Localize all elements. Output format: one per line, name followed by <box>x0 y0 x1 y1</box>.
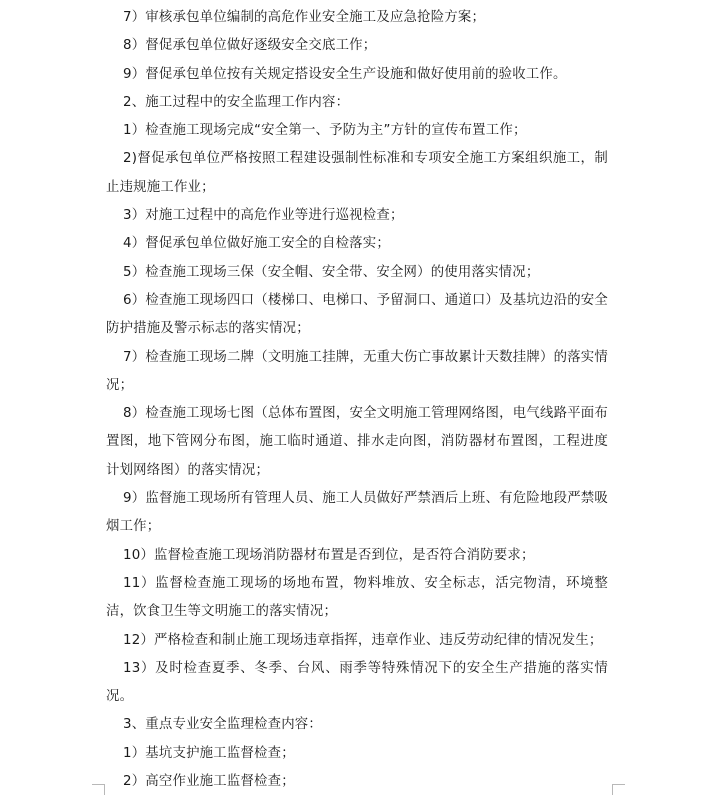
section-heading-key-inspection: 3、重点专业安全监理检查内容： <box>123 717 322 733</box>
paragraph-three-protections: 5）检查施工现场三保（安全帽、安全带、安全网）的使用落实情况； <box>123 264 540 280</box>
page-corner-mark-right <box>612 784 625 795</box>
paragraph-foundation-support: 1）基坑支护施工监督检查； <box>123 745 295 761</box>
paragraph-facility-acceptance: 9）督促承包单位按有关规定搭设安全生产设施和做好使用前的验收工作。 <box>123 66 567 82</box>
section-heading-construction-supervision: 2、施工过程中的安全监理工作内容： <box>123 94 350 110</box>
paragraph-seasonal-measures: 13）及时检查夏季、冬季、台风、雨季等特殊情况下的安全生产措施的落实情况。 <box>106 660 608 705</box>
paragraph-two-signs: 7）检查施工现场二牌（文明施工挂牌，无重大伤亡事故累计天数挂牌）的落实情况； <box>106 349 608 393</box>
paragraph-fire-equipment: 10）监督检查施工现场消防器材布置是否到位，是否符合消防要求； <box>123 547 535 563</box>
paragraph-high-altitude-work: 2）高空作业施工监督检查； <box>123 774 295 790</box>
paragraph-patrol-inspection: 3）对施工过程中的高危作业等进行巡视检查； <box>123 208 404 224</box>
paragraph-mandatory-standards: 2)督促承包单位严格按照工程建设强制性标准和专项安全施工方案组织施工，制止违规施工作业； <box>106 151 608 195</box>
paragraph-no-alcohol-smoking: 9）监督施工现场所有管理人员、施工人员做好严禁酒后上班、有危险地段严禁吸烟工作； <box>106 491 608 535</box>
paragraph-self-inspection: 4）督促承包单位做好施工安全的自检落实； <box>123 236 390 252</box>
paragraph-safety-briefing: 8）督促承包单位做好逐级安全交底工作； <box>123 38 377 54</box>
paragraph-seven-drawings: 8）检查施工现场七图（总体布置图，安全文明施工管理网络图，电气线路平面布置图，地下管网分布图，施工临时通道、排水走向图，消防器材布置图，工程进度计划网络图）的落实情况； <box>106 406 608 478</box>
paragraph-review-emergency-plan: 7）审核承包单位编制的高危作业安全施工及应急抢险方案； <box>123 10 486 25</box>
page-corner-mark-left <box>92 784 105 795</box>
paragraph-safety-slogan-check: 1）检查施工现场完成“安全第一、予防为主”方针的宣传布置工作； <box>123 123 527 139</box>
document-body <box>106 4 608 796</box>
paragraph-violation-control: 12）严格检查和制止施工现场违章指挥，违章作业、违反劳动纪律的情况发生； <box>123 632 603 648</box>
paragraph-site-layout: 11）监督检查施工现场的场地布置，物料堆放、安全标志，活完物清，环境整洁，饮食卫生等文明施工的落实情况； <box>106 575 608 620</box>
paragraph-four-openings: 6）检查施工现场四口（楼梯口、电梯口、予留洞口、通道口）及基坑边沿的安全防护措施及警示标志的落实情况； <box>106 292 608 337</box>
